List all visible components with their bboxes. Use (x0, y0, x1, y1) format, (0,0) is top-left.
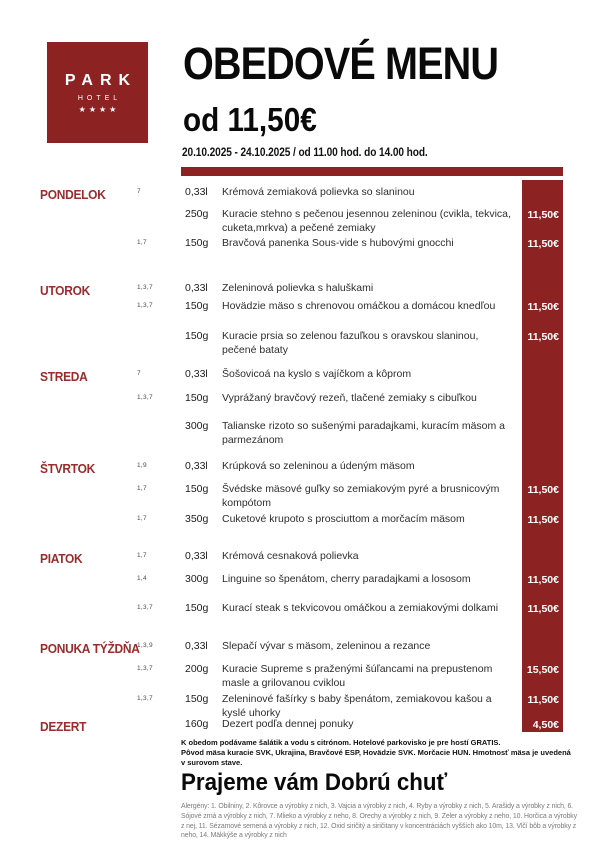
dish-name: Dezert podľa dennej ponuky (222, 718, 354, 730)
dish-price (522, 420, 563, 447)
day-label-ponuka-tyzdna: PONUKA TÝŽDŇA (40, 641, 140, 656)
allergen-codes: 1,9 (137, 462, 147, 469)
allergen-codes (137, 330, 185, 357)
menu-row (40, 237, 563, 251)
allergen-codes: 7 (137, 188, 141, 195)
portion-size: 300g (185, 420, 209, 432)
portion-size: 150g (185, 693, 209, 705)
menu-row (40, 368, 563, 386)
allergen-codes: 1,7 (137, 485, 147, 492)
logo-hotel-text: HOTEL (77, 94, 122, 102)
dish-name: Slepačí vývar s mäsom, zeleninou a rezance (222, 640, 431, 652)
dish-name: Kuracie prsia so zelenou fazuľkou s oravskou slaninou, pečené bataty (222, 330, 479, 356)
dish-name: Cuketové krupoto s prosciuttom a morčacím mäsom (222, 513, 465, 525)
allergen-codes: 1,3,9 (137, 642, 153, 649)
menu-row (40, 282, 563, 300)
dish-name: Zeleninové fašírky s baby špenátom, zemiakovou kašou a kyslé uhorky (222, 693, 492, 719)
dish-name: Krémová cesnaková polievka (222, 550, 359, 562)
allergen-legend: Alergény: 1. Obilniny, 2. Kôrovce a výrobky z nich, 3. Vajcia a výrobky z nich, 4. Ryby a výrobky z nich, 5. Arašidy a výrobky z nich, 6. Sójové zrná a výrobky z nich, 7. Mlieko a výrobky z neho, 8. Orechy a výrobky z nich, 9. Zeler a výrobky z neho, 10. Horčica a výrobky z nej, 11. Sézamové semená a výrobky z nich, 12. Oxid siričitý a siričitany v koncentráciách vyšších ako 10m, 13. Vlčí bôb a výrobky z neho, 14. Mäkkýše a výrobky z nich (181, 803, 578, 840)
portion-size: 150g (185, 602, 209, 614)
dish-price (522, 282, 563, 300)
dish-price: 11,50€ (527, 209, 559, 221)
portion-size: 0,33l (185, 186, 208, 198)
menu-row (40, 550, 563, 568)
portion-size: 160g (185, 718, 209, 730)
menu-row (40, 602, 563, 616)
dish-price: 11,50€ (527, 238, 559, 250)
menu-row (40, 300, 563, 314)
allergen-codes (137, 420, 185, 447)
dish-price (522, 460, 563, 478)
footer-notes (181, 738, 573, 768)
dish-name: Talianske rizoto so sušenými paradajkami, kuracím mäsom a parmezánom (222, 420, 506, 446)
dish-name: Hovädzie mäso s chrenovou omáčkou a domácou knedľou (222, 300, 496, 312)
menu-row (40, 640, 563, 658)
dish-name: Bravčová panenka Sous-vide s hubovými gnocchi (222, 237, 454, 249)
menu-row (40, 513, 563, 527)
day-label-streda: STREDA (40, 369, 88, 384)
allergen-codes: 1,3,7 (137, 604, 153, 611)
dish-name: Zeleninová polievka s haluškami (222, 282, 374, 294)
menu-body (40, 180, 563, 732)
day-label-pondelok: PONDELOK (40, 187, 106, 202)
portion-size: 0,33l (185, 460, 208, 472)
portion-size: 150g (185, 330, 209, 342)
menu-row (40, 693, 563, 720)
day-label-piatok: PIATOK (40, 551, 83, 566)
portion-size: 200g (185, 663, 209, 675)
dish-price (522, 550, 563, 568)
portion-size: 0,33l (185, 368, 208, 380)
menu-row (40, 186, 563, 204)
allergen-codes: 1,4 (137, 575, 147, 582)
portion-size: 350g (185, 513, 209, 525)
price-from: od 11,50€ (183, 101, 317, 138)
dish-name: Krémová zemiaková polievka so slaninou (222, 186, 415, 198)
dish-price (522, 640, 563, 658)
page-title: OBEDOVÉ MENU (183, 38, 499, 89)
day-label-stvrtok: ŠTVRTOK (40, 461, 95, 476)
allergen-codes: 1,7 (137, 515, 147, 522)
allergen-codes: 1,3,7 (137, 695, 153, 702)
portion-size: 150g (185, 300, 209, 312)
dish-price: 11,50€ (527, 603, 559, 615)
menu-row (40, 460, 563, 478)
allergen-codes: 1,7 (137, 239, 147, 246)
day-label-utorok: UTOROK (40, 283, 90, 298)
header-divider (181, 167, 563, 176)
logo-stars-icon: ★★★★ (78, 104, 120, 114)
dish-price: 11,50€ (527, 331, 559, 343)
menu-row (40, 392, 563, 406)
dish-name: Kurací steak s tekvicovou omáčkou a zemiakovými dolkami (222, 602, 499, 614)
day-label-dezert: DEZERT (40, 719, 87, 734)
portion-size: 0,33l (185, 640, 208, 652)
allergen-codes: 7 (137, 370, 141, 377)
dish-price (522, 368, 563, 386)
portion-size: 300g (185, 573, 209, 585)
portion-size: 150g (185, 483, 209, 495)
menu-row (40, 208, 563, 235)
allergen-codes: 1,3,7 (137, 302, 153, 309)
allergen-codes: 1,7 (137, 552, 147, 559)
dish-price: 4,50€ (532, 719, 559, 731)
dish-price (522, 186, 563, 204)
allergen-codes (137, 208, 185, 235)
dish-name: Linguine so špenátom, cherry paradajkami a lososom (222, 573, 471, 585)
menu-row (40, 573, 563, 587)
dish-price: 11,50€ (527, 301, 559, 313)
portion-size: 0,33l (185, 550, 208, 562)
portion-size: 250g (185, 208, 209, 220)
greeting-text: Prajeme vám Dobrú chuť (181, 769, 448, 796)
menu-row (40, 483, 563, 510)
dish-name: Vyprážaný bravčový rezeň, tlačené zemiaky s cibuľkou (222, 392, 477, 404)
footer-note-line1: K obedom podávame šalátik a vodu s citrónom. Hotelové parkovisko je pre hostí GRATIS. (181, 738, 501, 747)
validity-dates: 20.10.2025 - 24.10.2025 / od 11.00 hod. do 14.00 hod. (182, 147, 428, 159)
portion-size: 0,33l (185, 282, 208, 294)
allergen-codes (137, 718, 185, 736)
dish-price: 11,50€ (527, 484, 559, 496)
dish-name: Švédske mäsové guľky so zemiakovým pyré a brusnicovým kompótom (222, 483, 500, 509)
dish-price: 15,50€ (526, 664, 559, 676)
menu-row (40, 663, 563, 690)
dish-name: Kuracie Supreme s praženými šúľancami na prepustenom masle a grilovanou cviklou (222, 663, 493, 689)
portion-size: 150g (185, 237, 209, 249)
dish-name: Krúpková so zeleninou a údeným mäsom (222, 460, 415, 472)
dish-price: 11,50€ (527, 694, 559, 706)
dish-price: 11,50€ (527, 514, 559, 526)
menu-row (40, 420, 563, 447)
menu-row (40, 718, 563, 736)
dish-name: Šošovicoá na kyslo s vajíčkom a kôprom (222, 368, 412, 380)
dish-price: 11,50€ (527, 574, 559, 586)
logo-park-text: PARK (64, 71, 138, 89)
hotel-logo (47, 42, 148, 143)
footer-note-line2: Pôvod mäsa kuracie SVK, Ukrajina, Bravčové ESP, Hovädzie SVK. Morčacie HUN. Hmotnosť mäsa je uvedená v surovom stave. (181, 748, 571, 767)
allergen-codes: 1,3,7 (137, 665, 153, 672)
menu-row (40, 330, 563, 357)
portion-size: 150g (185, 392, 209, 404)
dish-name: Kuracie stehno s pečenou jesennou zeleninou (cvikla, tekvica, cuketa,mrkva) a pečené zemiaky (222, 208, 511, 234)
dish-price (522, 392, 563, 406)
allergen-codes: 1,3,7 (137, 394, 153, 401)
allergen-codes: 1,3,7 (137, 284, 153, 291)
